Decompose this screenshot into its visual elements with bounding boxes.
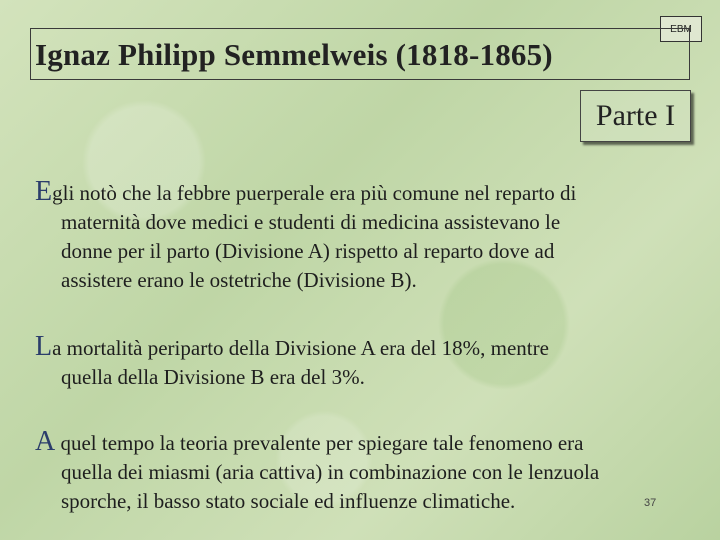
slide-title: Ignaz Philipp Semmelweis (1818-1865) bbox=[35, 37, 553, 72]
paragraph-1 bbox=[35, 177, 685, 295]
paragraph-3-first-line bbox=[35, 427, 685, 458]
paragraph-3-line-2: quella dei miasmi (aria cattiva) in combinazione con le lenzuola bbox=[61, 460, 600, 484]
paragraph-1-first-text: gli notò che la febbre puerperale era più comune nel reparto di bbox=[52, 181, 577, 205]
ebm-badge-label: EBM bbox=[670, 23, 692, 35]
paragraph-2-line-2: quella della Divisione B era del 3%. bbox=[61, 365, 365, 389]
paragraph-3-first-text: quel tempo la teoria prevalente per spiegare tale fenomeno era bbox=[55, 431, 584, 455]
paragraph-1-first-line bbox=[35, 177, 685, 208]
paragraph-2-first-line bbox=[35, 332, 685, 363]
paragraph-2 bbox=[35, 332, 685, 392]
part-label-box bbox=[580, 90, 691, 142]
part-label: Parte I bbox=[595, 99, 676, 132]
paragraph-1-line-3: donne per il parto (Divisione A) rispetto al reparto dove ad bbox=[61, 239, 555, 263]
paragraph-2-first-text: a mortalità periparto della Divisione A era del 18%, mentre bbox=[52, 336, 549, 360]
paragraph-3-initial: A bbox=[35, 426, 56, 457]
paragraph-3-line-3: sporche, il basso stato sociale ed influenze climatiche. bbox=[61, 489, 516, 513]
paragraph-2-initial: L bbox=[35, 331, 53, 362]
paragraph-3 bbox=[35, 427, 685, 516]
page-number: 37 bbox=[644, 497, 657, 509]
paragraph-1-line-4: assistere erano le ostetriche (Divisione B). bbox=[61, 268, 417, 292]
paragraph-1-line-2: maternità dove medici e studenti di medicina assistevano le bbox=[61, 210, 561, 234]
paragraph-1-initial: E bbox=[35, 176, 53, 207]
